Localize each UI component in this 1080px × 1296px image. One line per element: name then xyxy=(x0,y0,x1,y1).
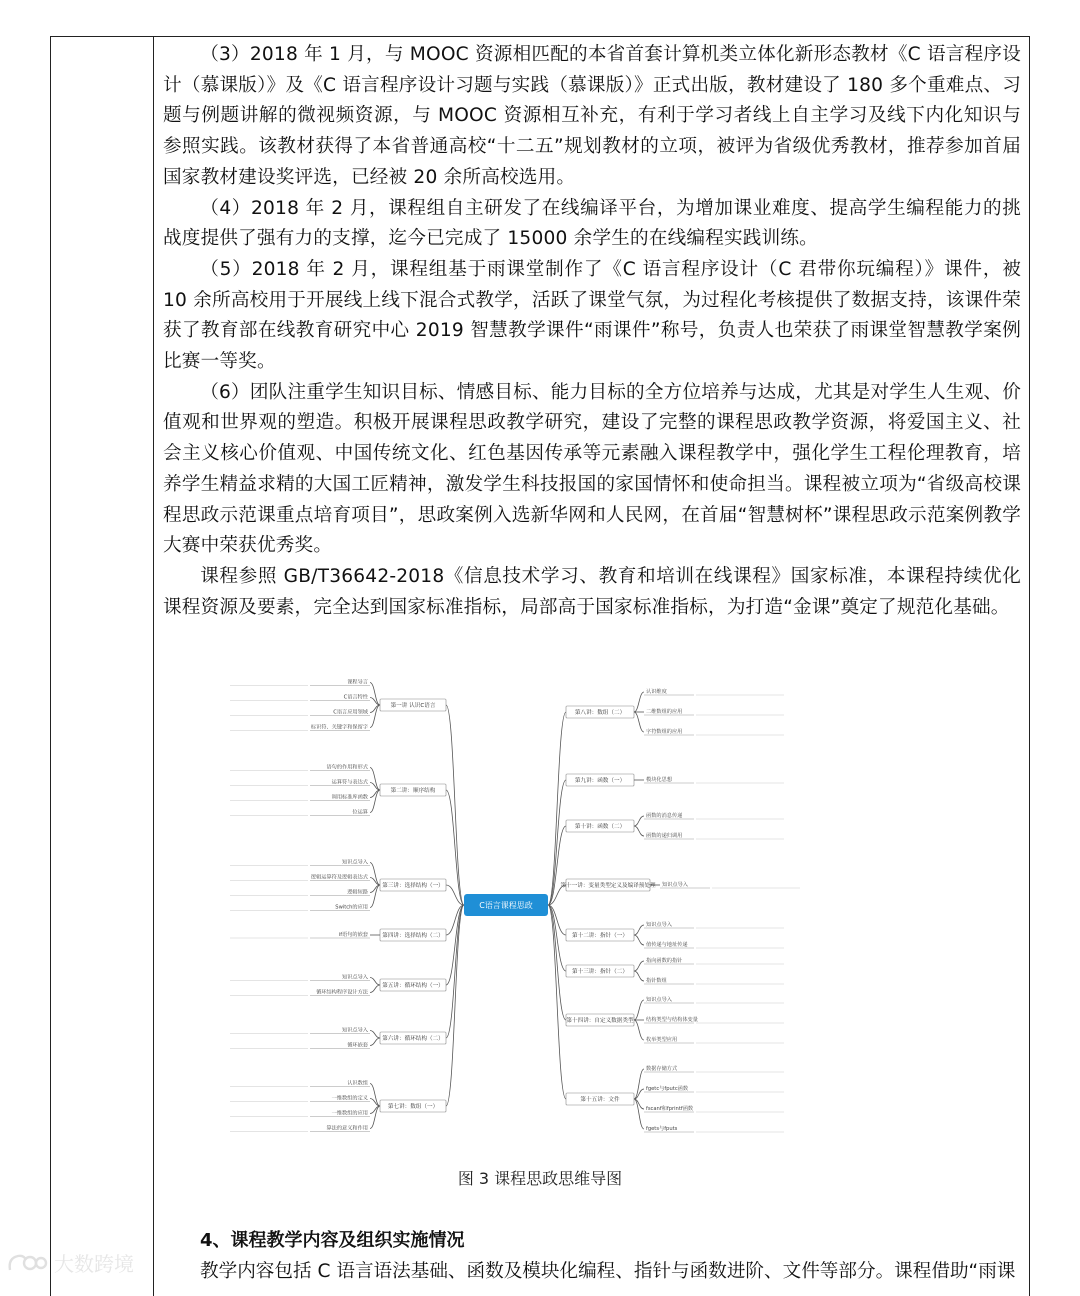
chapter-node-label: 第十五讲：文件 xyxy=(580,1097,620,1103)
paragraph-5: （5）2018 年 2 月，课程组基于雨课堂制作了《C 语言程序设计（C 君带你玩编程）》课件，被 10 余所高校用于开展线上线下混合式教学，活跃了课堂气氛，为过程化考核提供了数据支持，该课件荣获了教育部在线教育研究中心 2019 智慧教学课件“雨课件”称号，负责人也荣获了雨课堂智慧教学案例比赛一等奖。 xyxy=(163,258,1021,373)
chapter-node-label: 第六讲：循环结构（二） xyxy=(382,1036,444,1042)
leaf-label: 逻辑短路 xyxy=(347,889,368,896)
leaf-label: 课程导言 xyxy=(347,679,368,686)
leaf-line xyxy=(370,1031,380,1039)
watermark-text: 大数跨境 xyxy=(54,1252,134,1276)
branch-line xyxy=(548,712,566,905)
chapter-node-label: 第二讲：顺序结构 xyxy=(390,788,436,794)
paragraph-standard: 课程参照 GB/T36642-2018《信息技术学习、教育和培训在线课程》国家标准，本课程持续优化课程资源及要素，完全达到国家标准指标，局部高于国家标准指标，为打造“金课”奠定了规范化基础。 xyxy=(163,565,1021,618)
branch-line xyxy=(446,705,464,905)
leaf-label: 知识点导入 xyxy=(646,997,672,1003)
leaf-label: if语句的嵌套 xyxy=(338,932,368,938)
branch-line xyxy=(446,905,464,1038)
leaf-line xyxy=(370,985,380,993)
leaf-label: 知识点导入 xyxy=(342,859,368,866)
leaf-label: 指针数组 xyxy=(646,978,667,984)
leaf-label: 认识维度 xyxy=(646,689,667,695)
leaf-label: 值传递与地址传递 xyxy=(646,942,688,948)
watermark xyxy=(6,1248,134,1277)
leaf-line xyxy=(370,978,380,986)
watermark-logo-icon xyxy=(6,1250,48,1276)
leaf-label: 二维数组的应用 xyxy=(646,709,683,715)
leaf-label: 指向函数的指针 xyxy=(646,958,683,964)
document-body xyxy=(163,40,1021,623)
branch-line xyxy=(446,905,464,1106)
chapter-node-label: 第十二讲：指针（一） xyxy=(572,933,628,939)
leaf-label: 调用标准库函数 xyxy=(331,794,368,801)
paragraph-4: （4）2018 年 2 月，课程组自主研发了在线编译平台，为增加课业难度、提高学生编程能力的挑战度提供了强有力的支撑，迄今已完成了 15000 余学生的在线编程实践训练。 xyxy=(163,197,1021,250)
section-heading: 4、课程教学内容及组织实施情况 xyxy=(200,1230,465,1251)
chapter-node-label: 第一讲 认识C语言 xyxy=(390,703,436,709)
leaf-label: 位运算 xyxy=(352,809,368,816)
figure-caption: 图 3 课程思政思维导图 xyxy=(457,1169,623,1188)
chapter-node-label: 第十一讲：变量类型定义及编译预处理 xyxy=(560,883,656,889)
table-column-divider xyxy=(153,36,154,1296)
leaf-label: 运算符与表达式 xyxy=(331,779,368,786)
leaf-label: 枚举类型应用 xyxy=(646,1037,678,1043)
chapter-node-label: 第七讲：数组（一） xyxy=(387,1104,439,1110)
leaf-label: 逻辑运算符及逻辑表达式 xyxy=(310,874,368,881)
leaf-line xyxy=(634,935,644,945)
chapter-node-label: 第九讲：函数（一） xyxy=(574,778,626,784)
leaf-label: 语句的作用和形式 xyxy=(326,764,368,771)
leaf-line xyxy=(634,692,644,712)
leaf-line xyxy=(634,1000,644,1020)
chapter-node-label: 第八讲：数组（二） xyxy=(574,710,626,716)
leaf-label: Switch的应用 xyxy=(335,904,368,911)
leaf-line xyxy=(634,712,644,732)
leaf-label: 认识数组 xyxy=(347,1080,368,1087)
chapter-node-label: 第五讲：循环结构（一） xyxy=(382,983,444,989)
chapter-node-label: 第十四讲：自定义数据类型 xyxy=(566,1018,634,1024)
leaf-label: 循环结构程序设计方法 xyxy=(316,989,368,996)
leaf-line xyxy=(634,925,644,935)
leaf-label: 函数的消息传递 xyxy=(646,813,683,819)
leaf-label: 结构类型与结构体变量 xyxy=(646,1017,698,1023)
chapter-node-label: 第十讲：函数（二） xyxy=(574,824,626,830)
chapter-node-label: 第十三讲：指针（二） xyxy=(572,969,628,975)
leaf-line xyxy=(634,971,644,981)
leaf-label: 字符数组的应用 xyxy=(646,729,683,735)
leaf-label: fscanf和fprintf函数 xyxy=(646,1106,694,1112)
leaf-line xyxy=(634,1020,644,1040)
leaf-label: 循环嵌套 xyxy=(347,1042,368,1049)
leaf-label: 算法的意义和作用 xyxy=(326,1125,368,1132)
leaf-label: C语言特性 xyxy=(343,694,368,701)
leaf-line xyxy=(370,1038,380,1046)
leaf-line xyxy=(634,816,644,826)
leaf-label: fgets与fputs xyxy=(646,1126,678,1132)
chapter-node-label: 第三讲：选择结构（一） xyxy=(382,883,444,889)
leaf-label: 一维数组的定义 xyxy=(331,1095,368,1102)
leaf-label: 知识点导入 xyxy=(646,922,672,928)
paragraph-teaching-content: 教学内容包括 C 语言语法基础、函数及模块化编程、指针与函数进阶、文件等部分。课程借助“雨课 xyxy=(200,1261,1016,1282)
mind-map-svg xyxy=(166,648,871,1138)
leaf-label: 模块化思想 xyxy=(646,777,672,783)
leaf-label: fgetc与fputc函数 xyxy=(646,1086,689,1092)
chapter-node-label: 第四讲：选择结构（二） xyxy=(382,933,444,939)
leaf-label: C语言应用领域 xyxy=(333,709,368,716)
leaf-line xyxy=(634,961,644,971)
center-node-label: C语言课程思政 xyxy=(479,901,533,910)
leaf-label: 函数的递归调用 xyxy=(646,833,683,839)
mind-map-figure xyxy=(166,648,871,1138)
leaf-label: 数据存储方式 xyxy=(646,1066,678,1072)
leaf-label: 一维数组的应用 xyxy=(331,1110,368,1117)
leaf-label: 知识点导入 xyxy=(342,974,368,981)
leaf-label: 标识符、关键字和保留字 xyxy=(310,724,368,731)
paragraph-3: （3）2018 年 1 月，与 MOOC 资源相匹配的本省首套计算机类立体化新形态教材《C 语言程序设计（慕课版）》及《C 语言程序设计习题与实践（慕课版）》正式出版，教材建设了 180 多个重难点、习题与例题讲解的微视频资源，与 MOOC 资源相互补充，有利于学习者线上自主学习及线下内化知识与参照实践。该教材获得了本省普通高校“十二五”规划教材的立项，被评为省级优秀教材，推荐参加首届国家教材建设奖评选，已经被 20 余所高校选用。 xyxy=(163,44,1021,188)
leaf-label: 知识点导入 xyxy=(342,1027,368,1034)
leaf-label: 知识点导入 xyxy=(662,882,688,888)
leaf-line xyxy=(634,826,644,836)
paragraph-6: （6）团队注重学生知识目标、情感目标、能力目标的全方位培养与达成，尤其是对学生人生观、价值观和世界观的塑造。积极开展课程思政教学研究，建设了完整的课程思政教学资源，将爱国主义、社会主义核心价值观、中国传统文化、红色基因传承等元素融入课程教学中，强化学生工程伦理教育，培养学生精益求精的大国工匠精神，激发学生科技报国的家国情怀和使命担当。课程被立项为“省级高校课程思政示范课重点培育项目”，思政案例入选新华网和人民网，在首届“智慧树杯”课程思政示范案例教学大赛中荣获优秀奖。 xyxy=(163,381,1021,557)
